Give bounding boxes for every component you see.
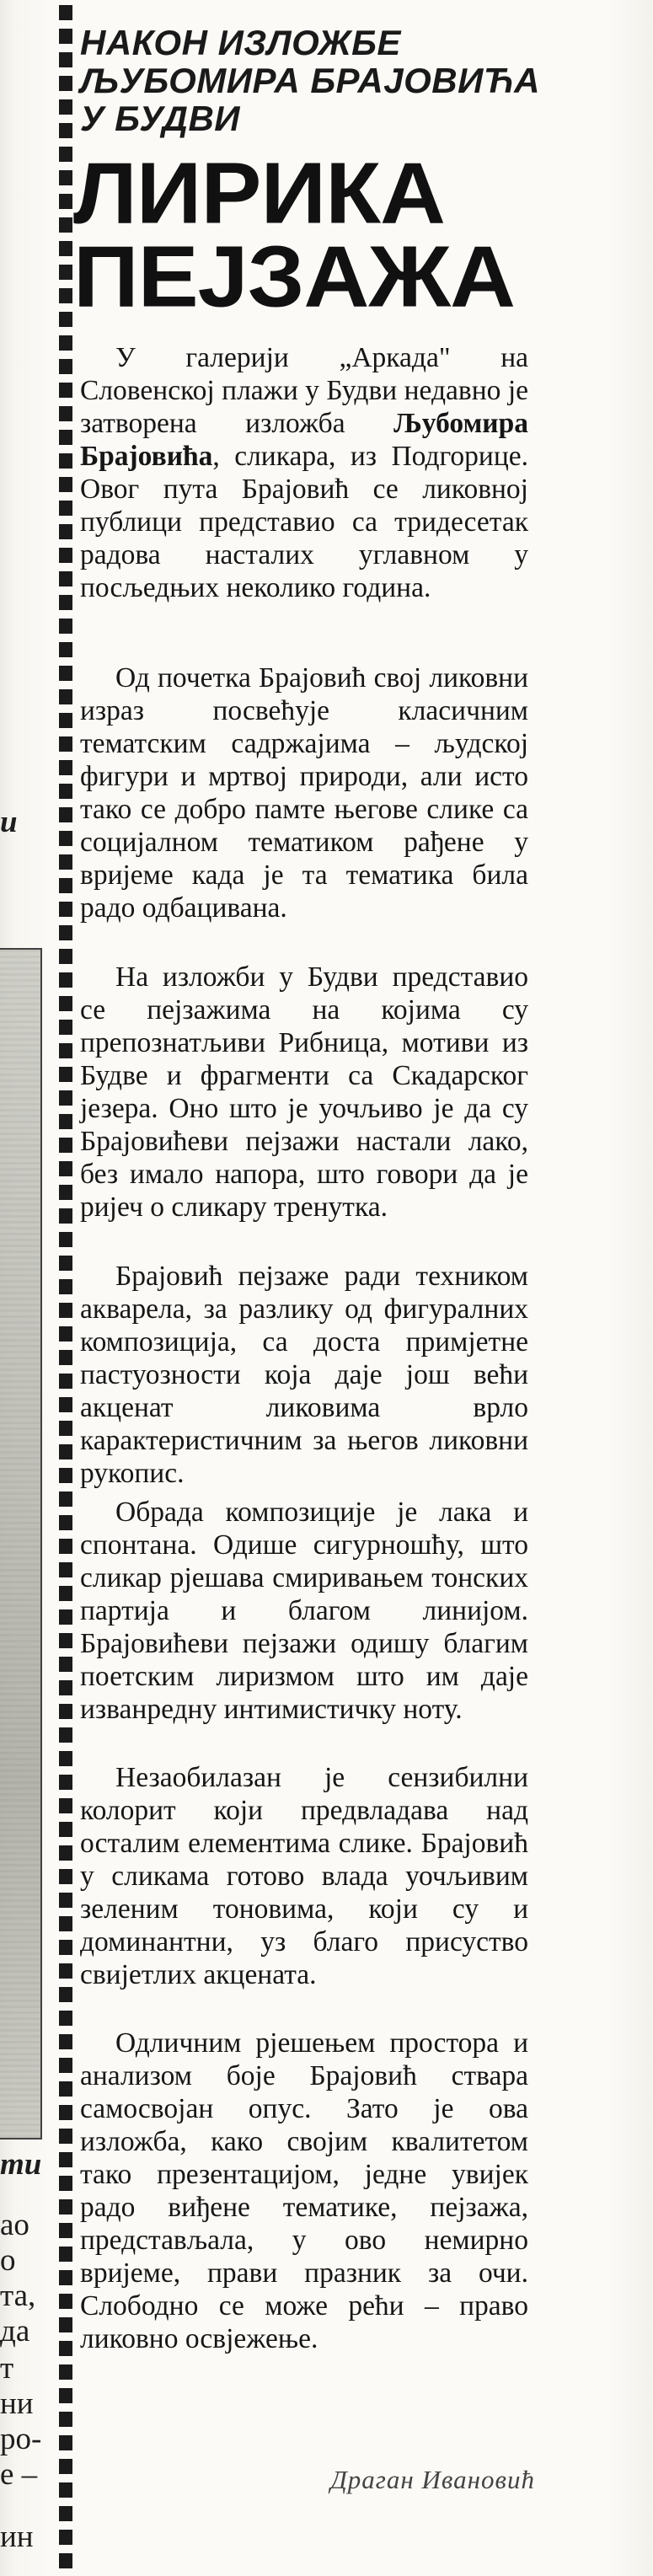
- paragraph-text: Незаобилазан је сензибилни колорит који предвладава над осталим елементима слике. Брајовић у сликама готово влада уочљивим зеленим тоновима, који су и доминантни, уз благо присуство свијетлих акцената.: [80, 1762, 528, 1990]
- left-fragment-text: та,: [0, 2279, 36, 2313]
- left-fragment-text: и: [0, 805, 18, 839]
- paragraph-text: Од почетка Брајовић свој ликовни израз посвећује класичним тематским садржајима – људској фигури и мртвој природи, али исто тако се добро памте његове слике са социјалном тематиком рађене у вријеме када је та тематика била радо одбацивана.: [80, 662, 528, 924]
- article-paragraph: [80, 961, 528, 1224]
- left-fragment-text: о: [0, 2243, 16, 2278]
- article-paragraph: [80, 1496, 528, 1726]
- article-headline: ЛИРИКА ПЕЈЗАЖА: [73, 144, 515, 325]
- left-fragment-text: да: [0, 2314, 30, 2348]
- article-paragraph: [80, 341, 528, 604]
- left-fragment-text: е –: [0, 2457, 38, 2492]
- article-paragraph: [80, 1761, 528, 1991]
- left-column-fragment: [0, 0, 56, 2576]
- article-kicker: НАКОН ИЗЛОЖБЕ ЉУБОМИРА БРАЈОВИЋА У БУДВИ: [80, 23, 540, 138]
- article-paragraph: [80, 661, 528, 924]
- paragraph-text: Обрада композиције је лака и спонтана. Одише сигурношћу, што сликар рјешава смиривањем тонских партија и благом линијом. Брајовићеви пејзажи одишу благим поетским лиризмом што им даје изванредну интимистичку ноту.: [80, 1497, 528, 1725]
- paragraph-text: , сликара, из Подгорице. Овог пута Брајовић се ликовној публици представио са тридесетак радова насталих углавном у посљедњих неколико година.: [80, 441, 528, 603]
- paragraph-text: На изложби у Будви представио се пејзажима на којима су препознатљиви Рибница, мотиви из Будве и фрагменти са Скадарског језера. Оно што је уочљиво је да су Брајовићеви пејзажи настали лако, без имало напора, што говори да је ријеч о сликару тренутка.: [80, 961, 528, 1223]
- article-paragraph: [80, 1260, 528, 1490]
- paragraph-text: Брајовић пејзаже ради техником акварела, за разлику од фигуралних композиција, са доста примјетне пастуозности која даје још већи акценат ликовима врло карактеристичним за његов ликовни рукопис.: [80, 1261, 528, 1489]
- paragraph-text: У галерији „Аркада" на Словенској плажи у Будви недавно је затворена изложба: [80, 342, 528, 439]
- left-fragment-text: ти: [0, 2147, 42, 2182]
- left-fragment-text: ро-: [0, 2422, 42, 2456]
- left-fragment-text: ни: [0, 2386, 34, 2421]
- artist-name: Љубомира Брајовића: [80, 408, 528, 472]
- paragraph-text: Одличним рјешењем простора и анализом боје Брајовић ствара самосвојан опус. Зато је ова изложба, како својим квалитетом тако презентацијом, једне увијек радо виђене тематике, пејзажа, представљала, у ово немирно вријеме, прави празник за очи. Слободно се може рећи – право ликовно освјежење.: [80, 2027, 528, 2354]
- article-byline: Драган Ивановић: [330, 2465, 535, 2494]
- left-fragment-text: т: [0, 2351, 14, 2386]
- article-paragraph: [80, 2027, 528, 2355]
- column-divider: [59, 5, 72, 2571]
- left-fragment-text: ао: [0, 2208, 29, 2242]
- left-photo-fragment: [0, 948, 42, 2140]
- left-fragment-text: ин: [0, 2520, 34, 2554]
